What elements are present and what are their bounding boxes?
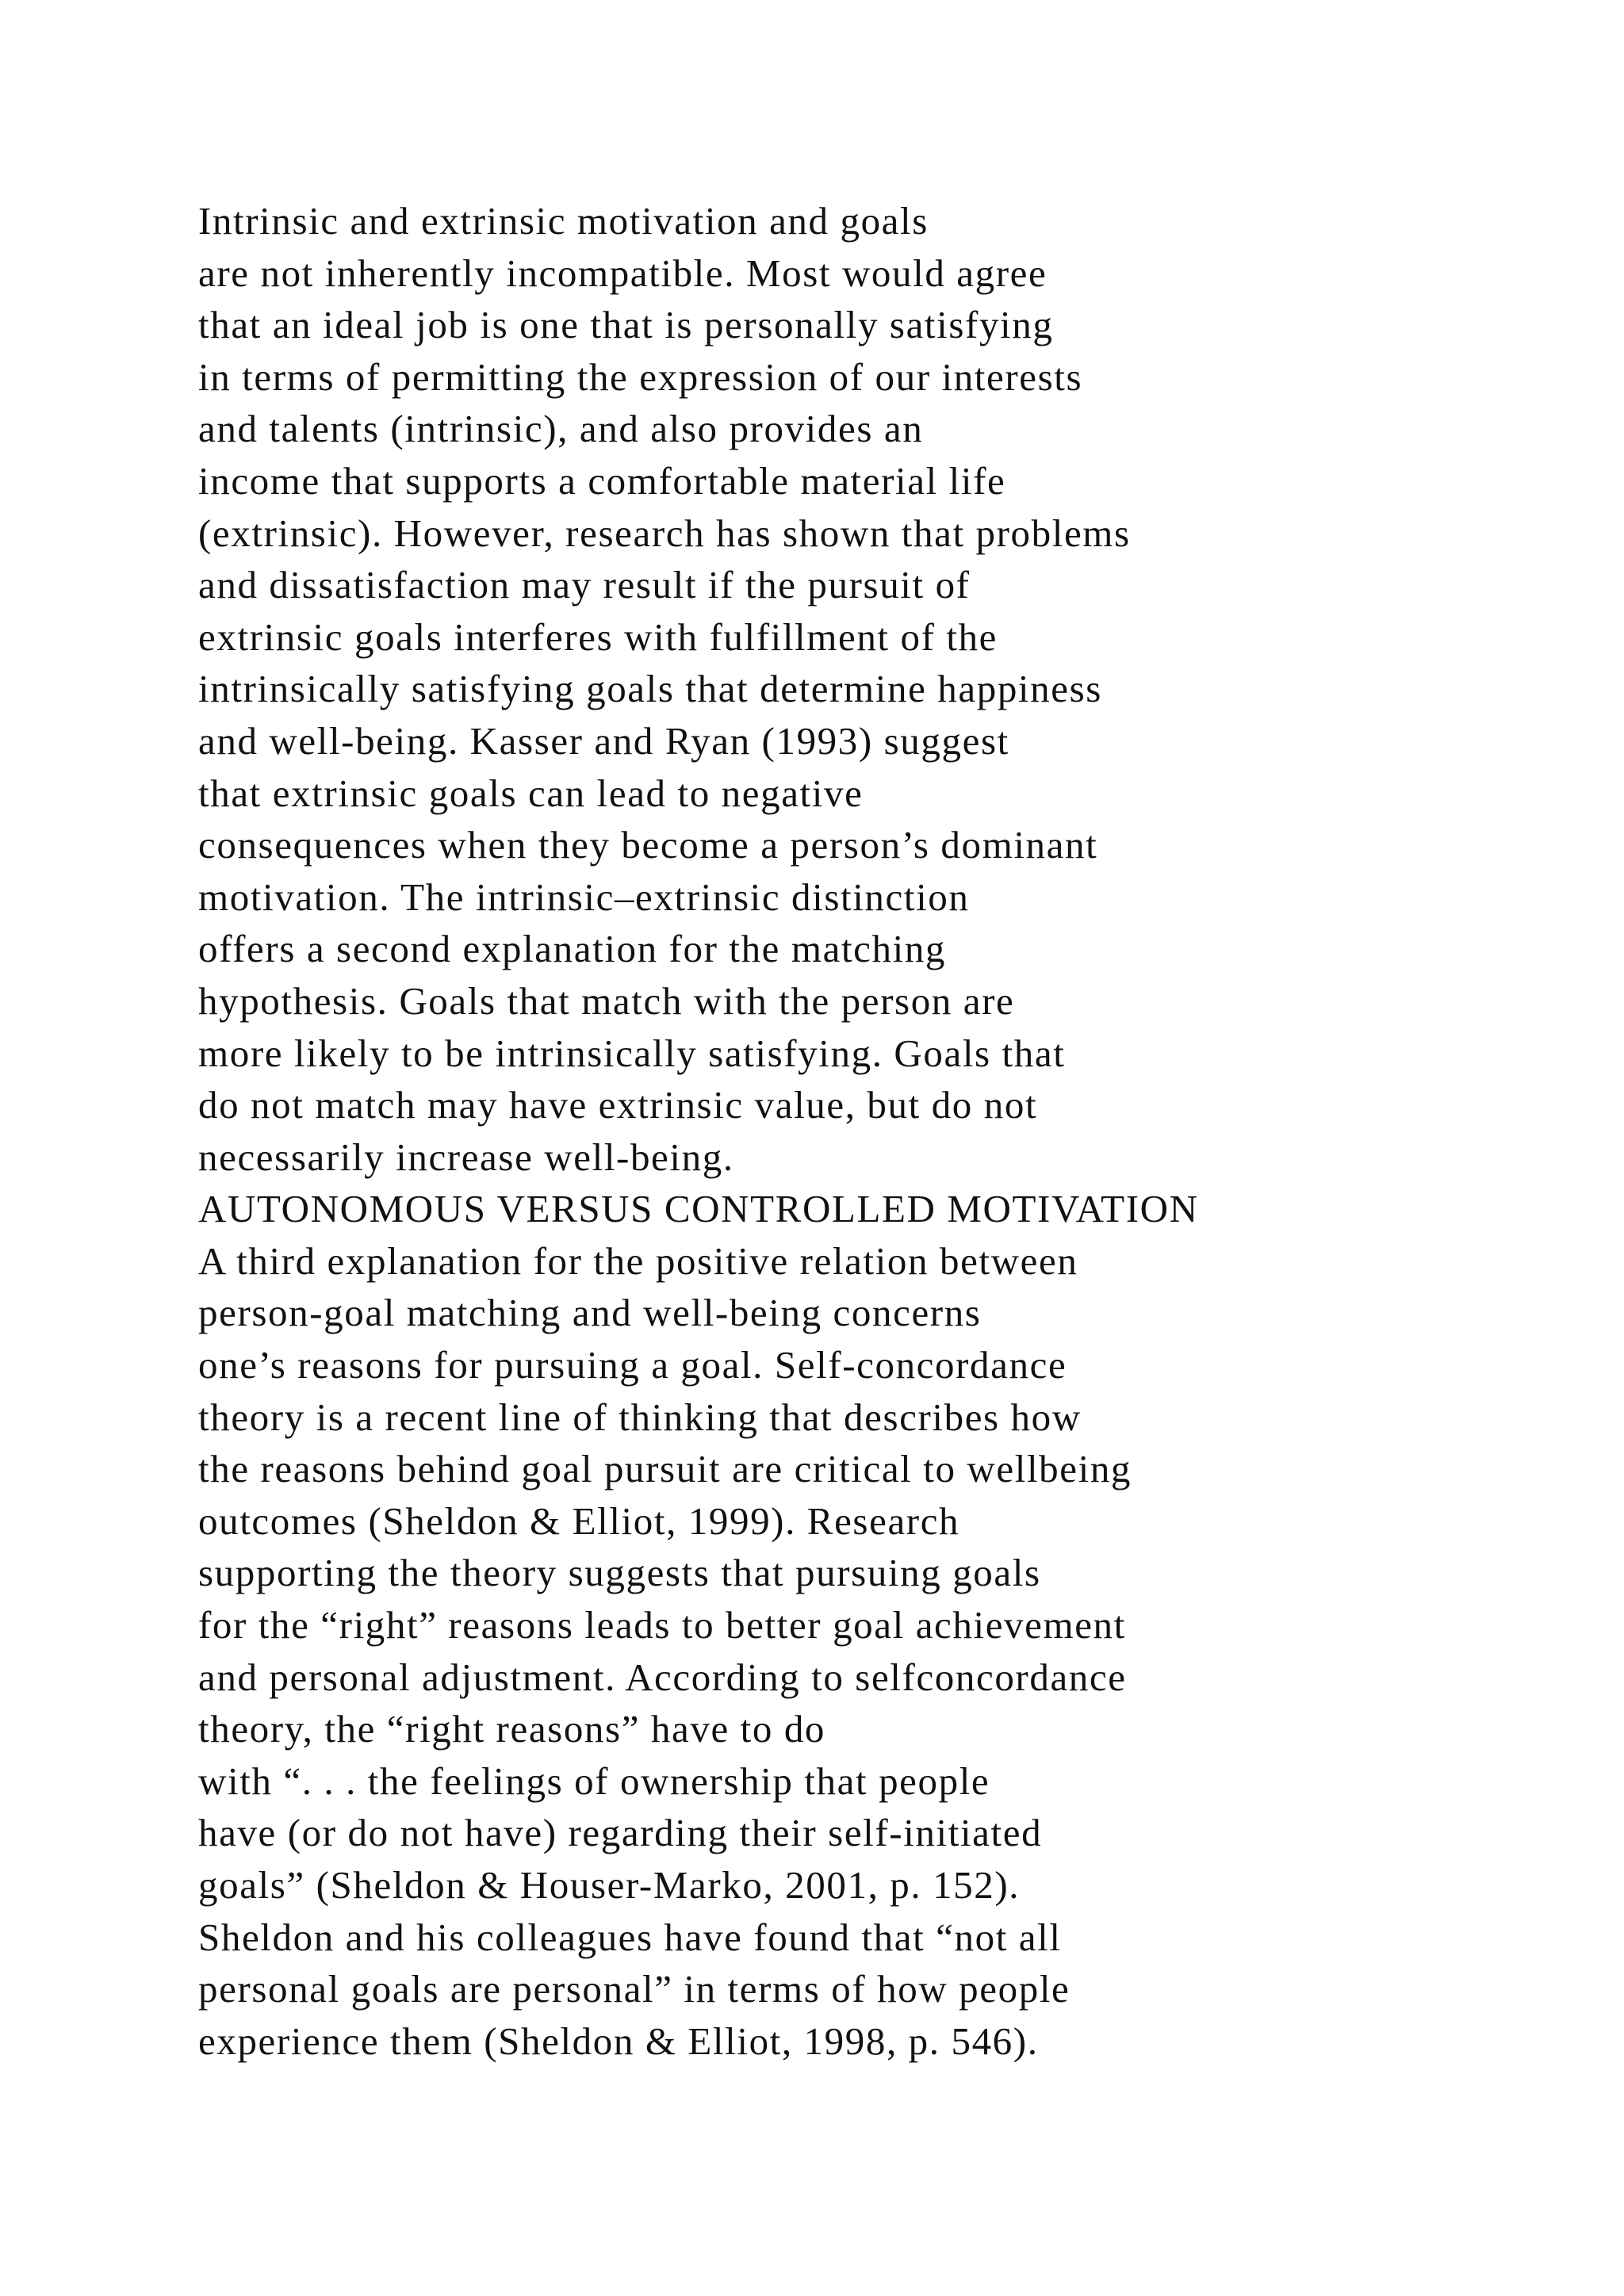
text-line: motivation. The intrinsic–extrinsic distinction — [198, 874, 970, 919]
text-line: consequences when they become a person’s dominant — [198, 823, 1098, 867]
text-line: in terms of permitting the expression of our interests — [198, 354, 1083, 399]
text-line: that an ideal job is one that is personally satisfying — [198, 303, 1054, 347]
text-line: with “. . . the feelings of ownership that people — [198, 1758, 990, 1803]
text-line: offers a second explanation for the matching — [198, 927, 947, 971]
body-text — [198, 195, 1594, 2067]
text-line: person-goal matching and well-being concerns — [198, 1291, 982, 1335]
section-heading: AUTONOMOUS VERSUS CONTROLLED MOTIVATION — [198, 1187, 1199, 1231]
text-line: are not inherently incompatible. Most would agree — [198, 251, 1048, 295]
text-line: for the “right” reasons leads to better goal achievement — [198, 1603, 1126, 1647]
text-line: experience them (Sheldon & Elliot, 1998, p. 546). — [198, 2019, 1039, 2063]
text-line: personal goals are personal” in terms of how people — [198, 1967, 1071, 2011]
text-line: supporting the theory suggests that pursuing goals — [198, 1551, 1041, 1595]
text-line: outcomes (Sheldon & Elliot, 1999). Research — [198, 1498, 960, 1543]
text-line: intrinsically satisfying goals that determine happiness — [198, 667, 1102, 711]
text-line: and personal adjustment. According to selfconcordance — [198, 1655, 1127, 1699]
text-line: that extrinsic goals can lead to negative — [198, 771, 864, 815]
text-line: Sheldon and his colleagues have found that “not all — [198, 1915, 1062, 1959]
text-line: income that supports a comfortable material life — [198, 458, 1006, 503]
text-line: goals” (Sheldon & Houser-Marko, 2001, p. 152). — [198, 1863, 1021, 1907]
text-line: and well-being. Kasser and Ryan (1993) suggest — [198, 718, 1009, 763]
text-line: have (or do not have) regarding their self-initiated — [198, 1811, 1043, 1855]
text-line: theory, the “right reasons” have to do — [198, 1707, 826, 1751]
text-line: theory is a recent line of thinking that describes how — [198, 1395, 1082, 1439]
text-line: and talents (intrinsic), and also provides an — [198, 407, 924, 451]
text-line: (extrinsic). However, research has shown that problems — [198, 511, 1131, 555]
text-line: hypothesis. Goals that match with the person are — [198, 978, 1015, 1023]
text-line: extrinsic goals interferes with fulfillment of the — [198, 614, 998, 659]
text-line: the reasons behind goal pursuit are critical to wellbeing — [198, 1447, 1132, 1491]
text-line: Intrinsic and extrinsic motivation and goals — [198, 199, 929, 243]
text-line: A third explanation for the positive relation between — [198, 1238, 1078, 1283]
text-line: do not match may have extrinsic value, but do not — [198, 1083, 1038, 1127]
text-line: necessarily increase well-being. — [198, 1135, 734, 1179]
text-line: one’s reasons for pursuing a goal. Self-concordance — [198, 1343, 1067, 1387]
text-line: more likely to be intrinsically satisfying. Goals that — [198, 1031, 1066, 1075]
text-line: and dissatisfaction may result if the pursuit of — [198, 563, 971, 607]
